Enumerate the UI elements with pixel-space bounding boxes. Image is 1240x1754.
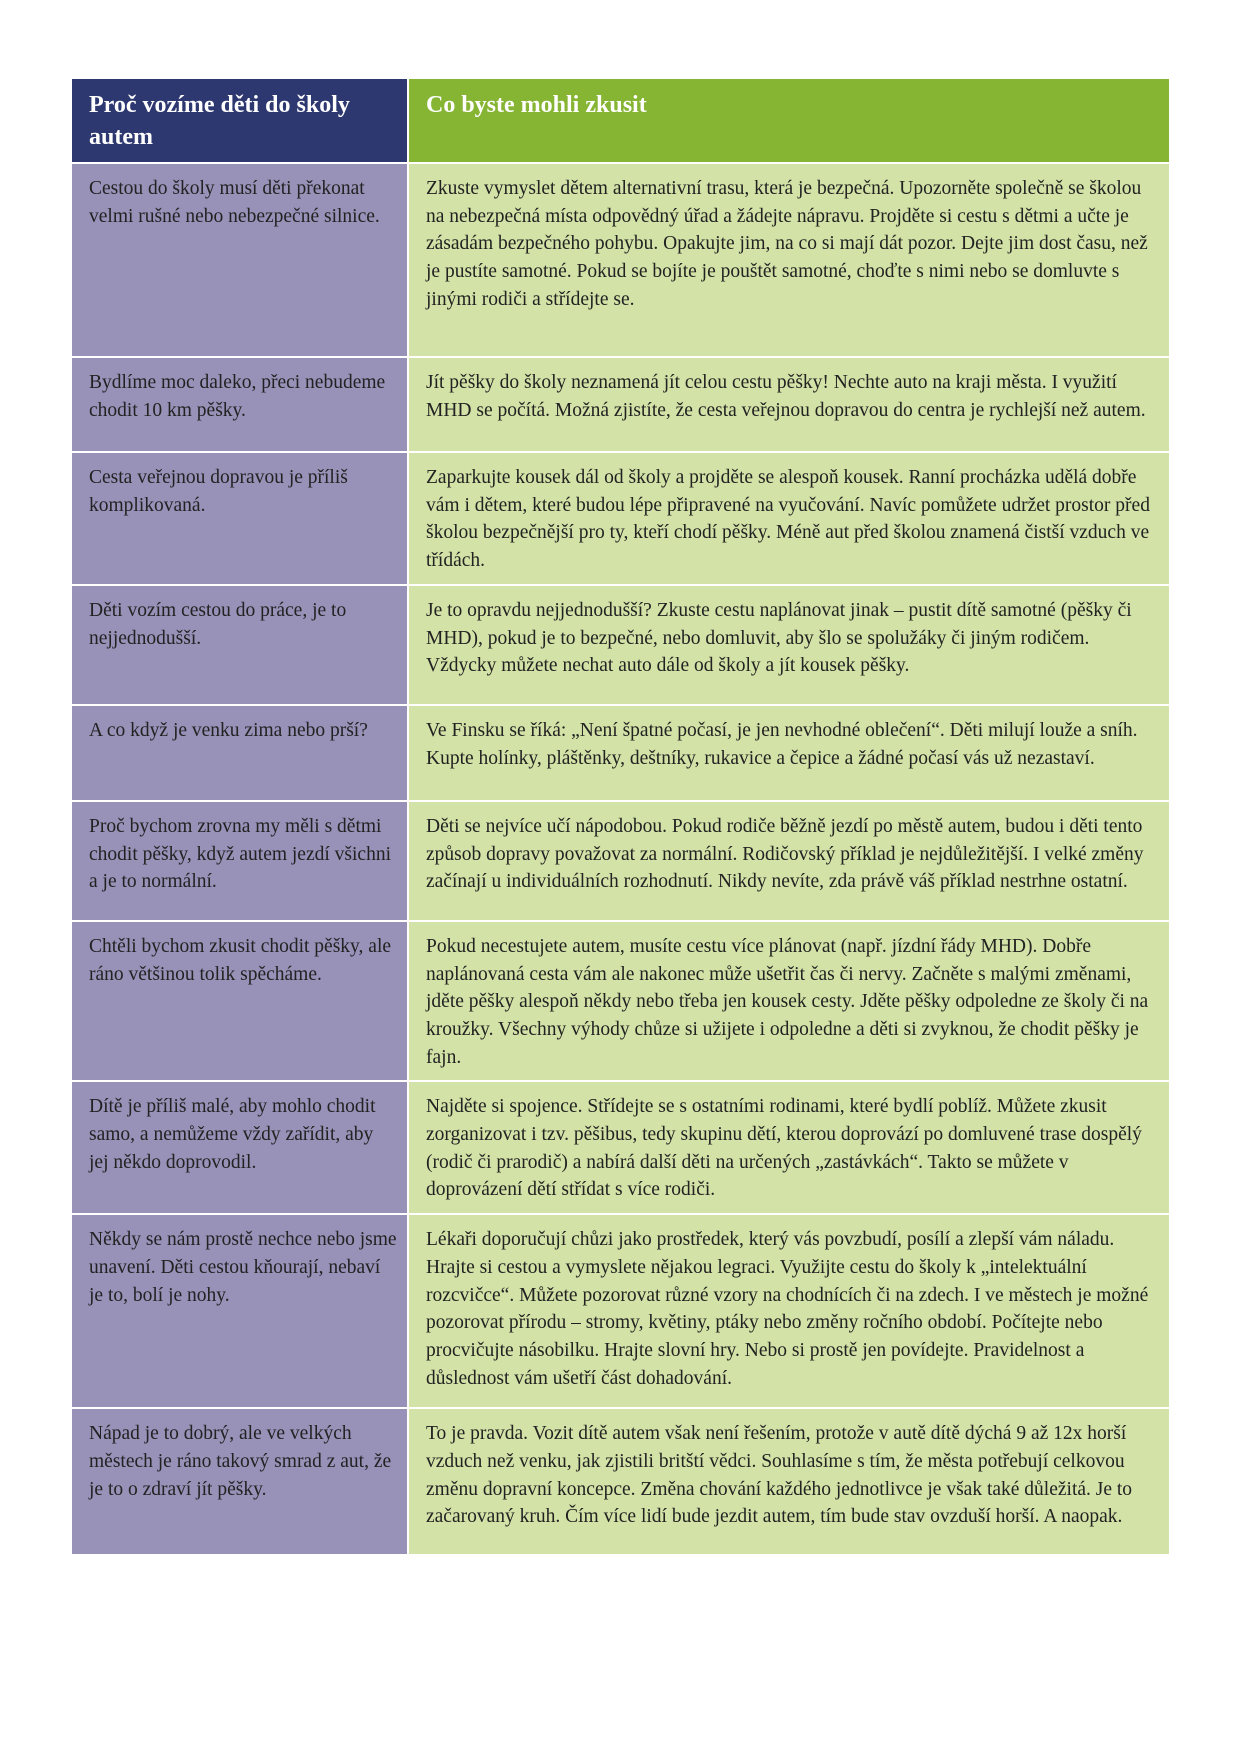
suggestion-cell: Zkuste vymyslet dětem alternativní trasu, která je bezpečná. Upozorněte společně se školou na nebezpečná místa odpovědný úřad a žádejte nápravu. Projděte si cestu s dětmi a učte je zásadám bezpečného pohybu. Opakujte jim, na co si mají dát pozor. Dejte jim dost času, než je pustíte samotné. Pokud se bojíte je pouštět samotné, choďte s nimi nebo se domluvte s jinými rodiči a střídejte se. — [408, 163, 1170, 357]
suggestion-cell: Zaparkujte kousek dál od školy a projděte se alespoň kousek. Ranní procházka udělá dobře vám i dětem, které budou lépe připravené na vyučování. Navíc pomůžete udržet prostor před školou bezpečnější pro ty, kteří chodí pěšky. Méně aut před školou znamená čistší vzduch ve třídách. — [408, 452, 1170, 585]
reason-cell: Nápad je to dobrý, ale ve velkých městech je ráno takový smrad z aut, že je to o zdraví jít pěšky. — [71, 1408, 408, 1555]
table-row — [71, 452, 1170, 585]
tips-table — [70, 77, 1171, 1556]
suggestion-cell: Lékaři doporučují chůzi jako prostředek, který vás povzbudí, posílí a zlepší vám náladu. Hrajte si cestou a vymyslete nějakou legraci. Využijte cestu do školy k „intelektuální rozcvičce“. Můžete pozorovat různé vzory na chodnících či na zdech. I ve městech je možné pozorovat přírodu – stromy, květiny, ptáky nebo změny ročního období. Počítejte nebo procvičujte násobilku. Hrajte slovní hry. Nebo si prostě jen povídejte. Pravidelnost a důslednost vám ušetří část dohadování. — [408, 1214, 1170, 1408]
reason-cell: Někdy se nám prostě nechce nebo jsme unavení. Děti cestou kňourají, nebaví je to, bolí je nohy. — [71, 1214, 408, 1408]
reason-cell: Dítě je příliš malé, aby mohlo chodit samo, a nemůžeme vždy zařídit, aby jej někdo doprovodil. — [71, 1081, 408, 1214]
table-row — [71, 357, 1170, 452]
reason-cell: Děti vozím cestou do práce, je to nejjednodušší. — [71, 585, 408, 705]
reason-cell: A co když je venku zima nebo prší? — [71, 705, 408, 801]
page-content — [70, 77, 1169, 1556]
reason-cell: Cestou do školy musí děti překonat velmi rušné nebo nebezpečné silnice. — [71, 163, 408, 357]
column-header-reason: Proč vozíme děti do školy autem — [71, 78, 408, 163]
column-header-suggestion: Co byste mohli zkusit — [408, 78, 1170, 163]
table-row — [71, 801, 1170, 921]
reason-cell: Bydlíme moc daleko, přeci nebudeme chodit 10 km pěšky. — [71, 357, 408, 452]
table-row — [71, 1408, 1170, 1555]
suggestion-cell: To je pravda. Vozit dítě autem však není řešením, protože v autě dítě dýchá 9 až 12x horší vzduch než venku, jak zjistili britští vědci. Souhlasíme s tím, že města potřebují celkovou změnu dopravní koncepce. Změna chování každého jednotlivce je však také důležitá. Je to začarovaný kruh. Čím více lidí bude jezdit autem, tím bude stav ovzduší horší. A naopak. — [408, 1408, 1170, 1555]
suggestion-cell: Je to opravdu nejjednodušší? Zkuste cestu naplánovat jinak – pustit dítě samotné (pěšky či MHD), pokud je to bezpečné, nebo domluvit, aby šlo se spolužáky či jiným rodičem. Vždycky můžete nechat auto dále od školy a jít kousek pěšky. — [408, 585, 1170, 705]
reason-cell: Chtěli bychom zkusit chodit pěšky, ale ráno většinou tolik spěcháme. — [71, 921, 408, 1082]
table-row — [71, 163, 1170, 357]
header-row — [71, 78, 1170, 163]
table-row — [71, 1081, 1170, 1214]
suggestion-cell: Ve Finsku se říká: „Není špatné počasí, je jen nevhodné oblečení“. Děti milují louže a sníh. Kupte holínky, pláštěnky, deštníky, rukavice a čepice a žádné počasí vás už nezastaví. — [408, 705, 1170, 801]
suggestion-cell: Jít pěšky do školy neznamená jít celou cestu pěšky! Nechte auto na kraji města. I využití MHD se počítá. Možná zjistíte, že cesta veřejnou dopravou do centra je rychlejší než autem. — [408, 357, 1170, 452]
suggestion-cell: Pokud necestujete autem, musíte cestu více plánovat (např. jízdní řády MHD). Dobře naplánovaná cesta vám ale nakonec může ušetřit čas či nervy. Začněte s malými změnami, jděte pěšky alespoň někdy nebo třeba jen kousek cesty. Jděte pěšky odpoledne ze školy či na kroužky. Všechny výhody chůze si užijete i odpoledne a děti si zvyknou, že chodit pěšky je fajn. — [408, 921, 1170, 1082]
reason-cell: Proč bychom zrovna my měli s dětmi chodit pěšky, když autem jezdí všichni a je to normální. — [71, 801, 408, 921]
reason-cell: Cesta veřejnou dopravou je příliš komplikovaná. — [71, 452, 408, 585]
table-row — [71, 585, 1170, 705]
table-row — [71, 705, 1170, 801]
suggestion-cell: Děti se nejvíce učí nápodobou. Pokud rodiče běžně jezdí po městě autem, budou i děti tento způsob dopravy považovat za normální. Rodičovský příklad je nejdůležitější. I velké změny začínají u individuálních rozhodnutí. Nikdy nevíte, zda právě váš příklad nestrhne ostatní. — [408, 801, 1170, 921]
suggestion-cell: Najděte si spojence. Střídejte se s ostatními rodinami, které bydlí poblíž. Můžete zkusit zorganizovat i tzv. pěšibus, tedy skupinu dětí, kterou doprovází po domluvené trase dospělý (rodič či prarodič) a nabírá další děti na určených „zastávkách“. Takto se můžete v doprovázení dětí střídat s více rodiči. — [408, 1081, 1170, 1214]
table-row — [71, 921, 1170, 1082]
table-row — [71, 1214, 1170, 1408]
